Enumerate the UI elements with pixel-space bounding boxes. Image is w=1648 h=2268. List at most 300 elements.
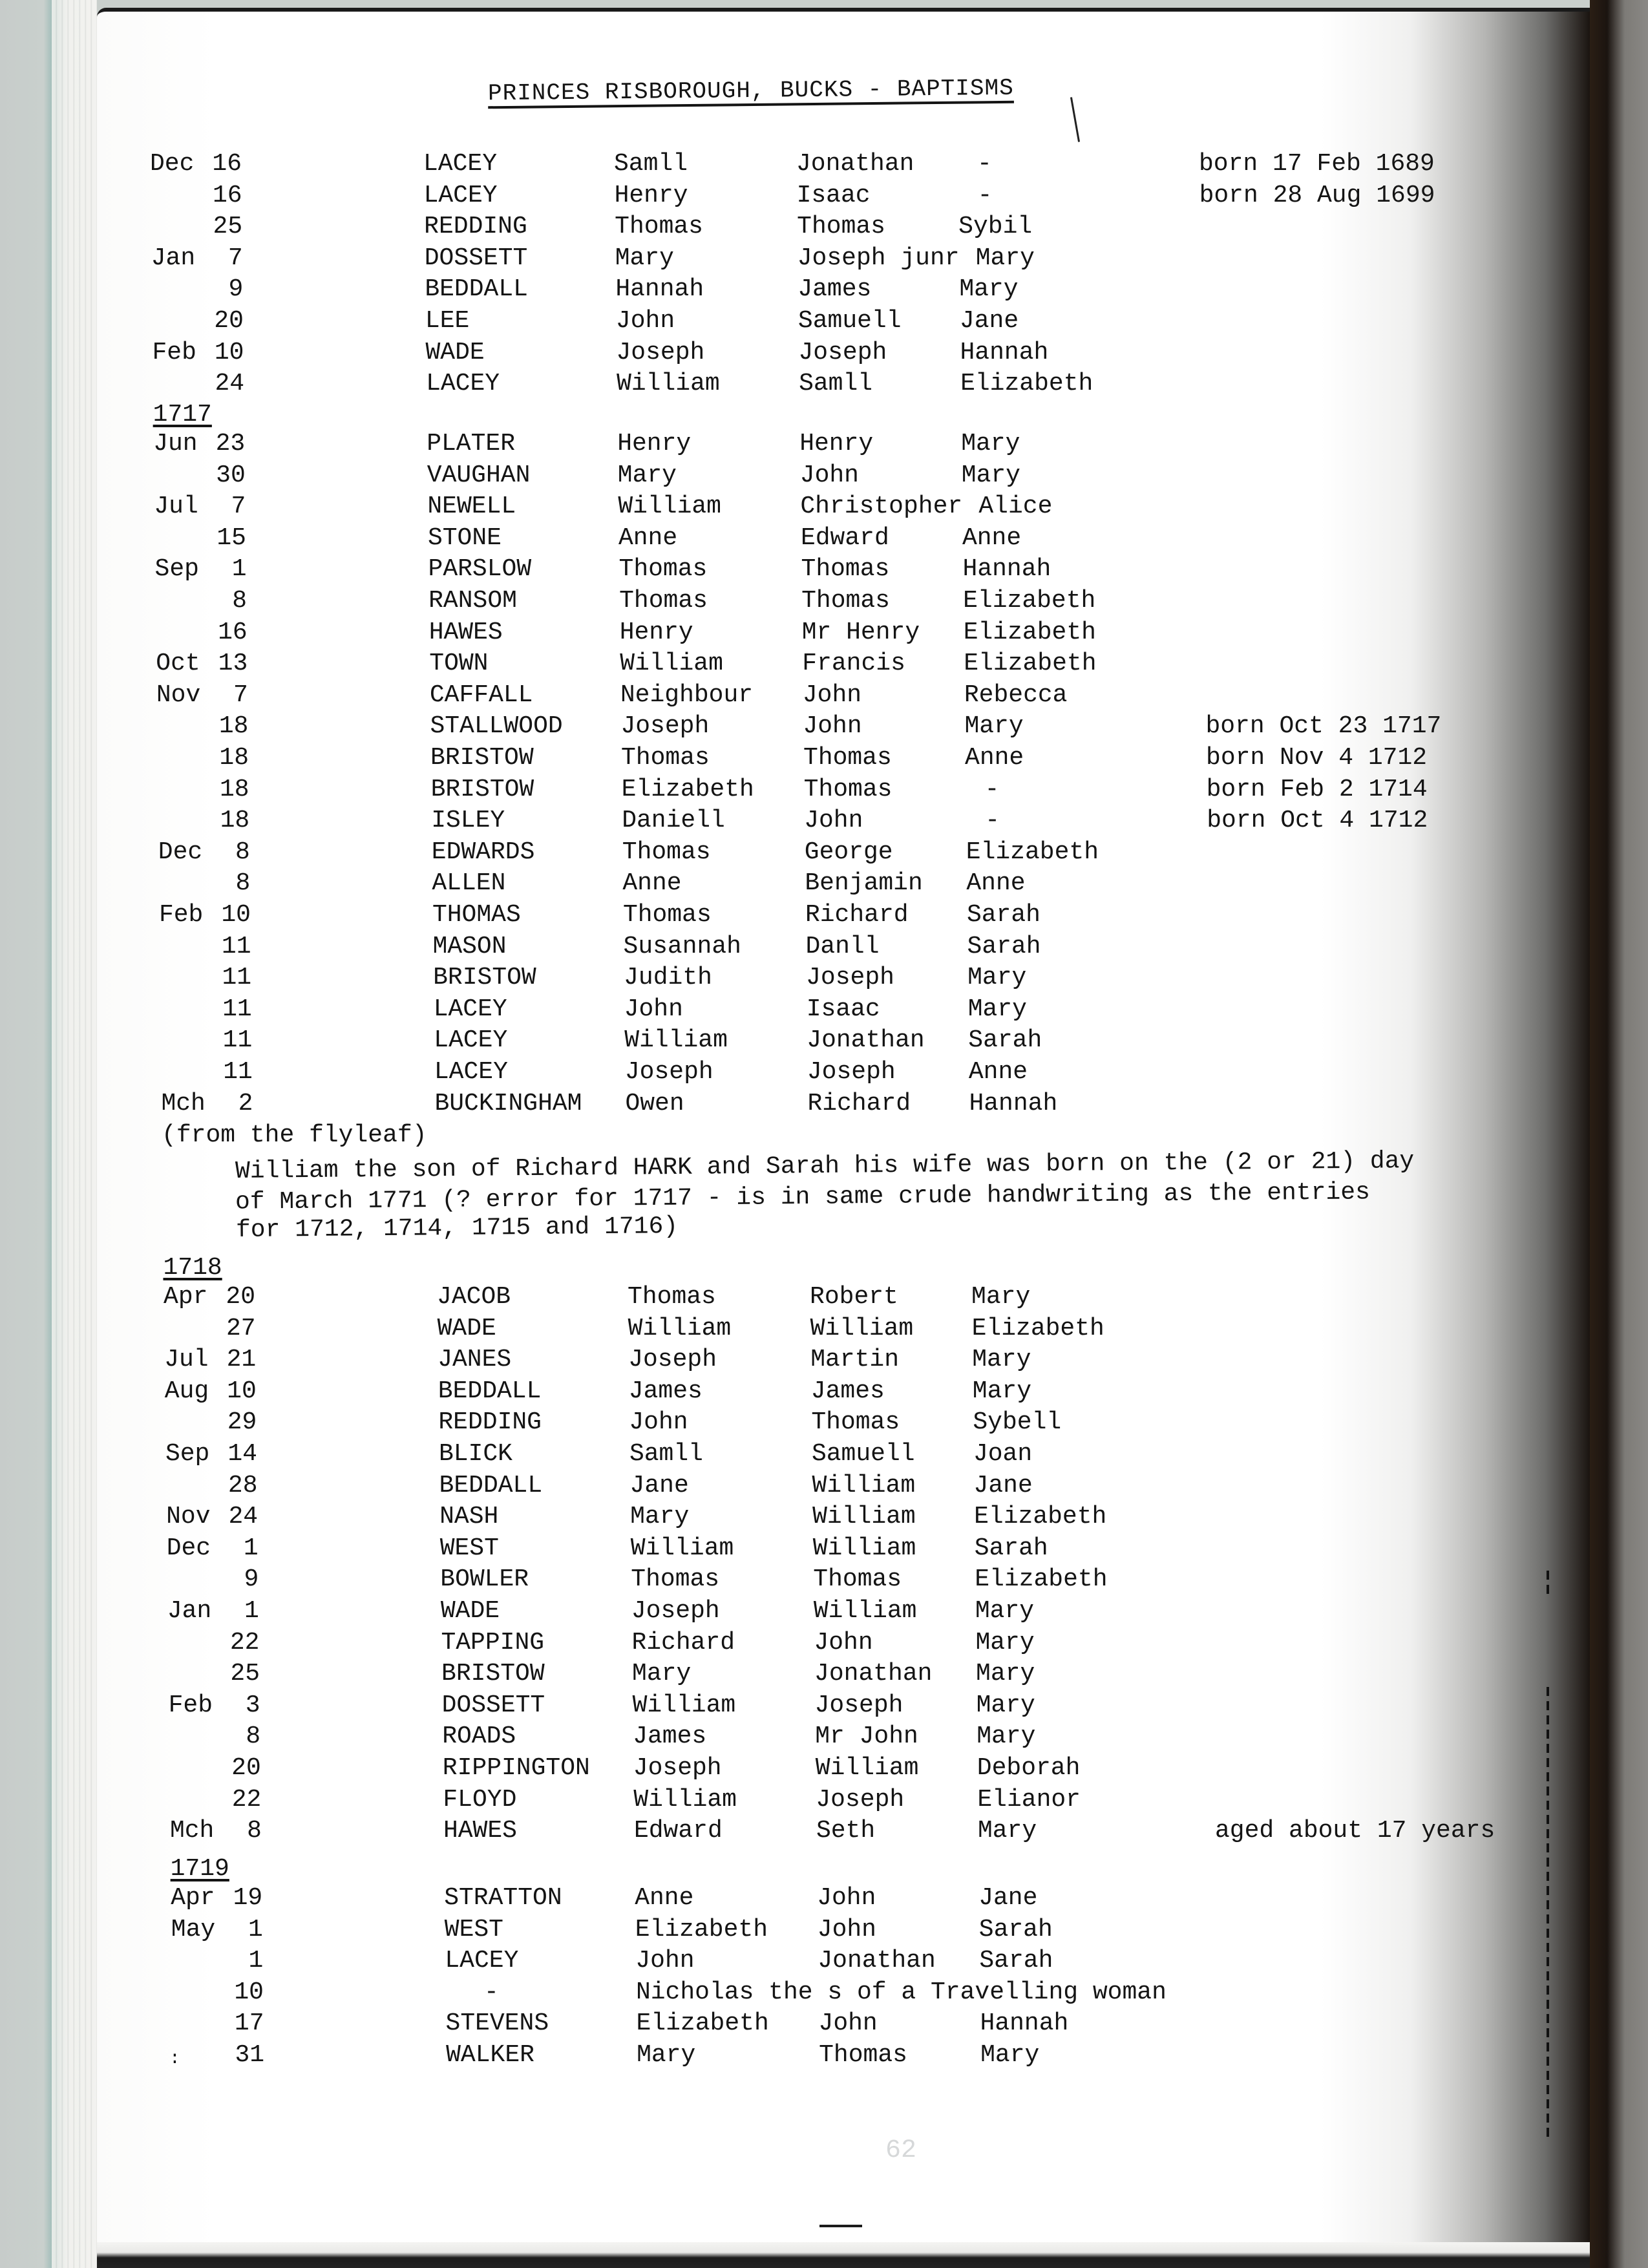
father-name: John [803, 712, 862, 741]
baptism-day: 22 [229, 1628, 260, 1657]
surname: STONE [427, 524, 502, 552]
mother-name: Elianor [977, 1785, 1081, 1814]
table-row [0, 213, 1551, 241]
child-name: Joseph [628, 1346, 717, 1374]
surname: LACEY [423, 150, 498, 178]
table-row [0, 339, 1551, 367]
baptism-day: 19 [233, 1884, 263, 1912]
father-name: Seth [816, 1817, 876, 1845]
child-name: Hannah [615, 275, 704, 304]
child-name: William [620, 650, 723, 678]
father-name: Robert [810, 1283, 898, 1311]
table-row [0, 587, 1551, 615]
baptism-month: Apr [164, 1283, 208, 1311]
mother-name: Mary [967, 964, 1027, 992]
father-name: William [813, 1597, 917, 1625]
father-name: Benjamin [805, 869, 923, 898]
baptism-month: Mch [169, 1817, 215, 1845]
table-row [0, 650, 1551, 678]
father-name: Richard [805, 901, 909, 929]
table-row [0, 1786, 1551, 1814]
child-name: Daniell [622, 807, 725, 835]
surname: FLOYD [443, 1785, 517, 1814]
baptism-day: 10 [234, 1978, 264, 2006]
mother-name: Mary [977, 1722, 1036, 1751]
mother-name: Jane [959, 307, 1019, 335]
mother-name: - [984, 775, 1000, 803]
father-name: Thomas [801, 587, 890, 615]
surname: ISLEY [431, 807, 505, 835]
baptism-day: 25 [213, 213, 243, 241]
mother-name: Hannah [962, 555, 1051, 584]
mother-name: Elizabeth [963, 618, 1096, 646]
father-name: Richard [807, 1089, 911, 1118]
baptism-day: 16 [212, 150, 242, 178]
surname: BUCKINGHAM [434, 1089, 582, 1118]
child-name: Thomas [621, 744, 710, 772]
surname: REDDING [424, 213, 527, 241]
father-name: Isaac [796, 181, 871, 209]
father-name: Thomas [801, 555, 890, 584]
baptism-day: 23 [215, 430, 246, 458]
baptism-day: 22 [231, 1785, 262, 1814]
father-name: Samll [799, 370, 873, 398]
father-name: William [812, 1503, 916, 1531]
mother-name: Mary [959, 275, 1019, 304]
father-name: Christopher [800, 493, 963, 521]
entry-note: born Oct 23 1717 [1205, 712, 1442, 741]
father-name: Mr John [815, 1722, 918, 1751]
table-row [0, 555, 1551, 584]
mother-name: Sarah [967, 932, 1041, 960]
flyleaf-heading: (from the flyleaf) [162, 1121, 427, 1149]
entry-note: aged about 17 years [1215, 1817, 1495, 1845]
table-row [0, 619, 1551, 647]
surname: ALLEN [432, 869, 506, 898]
year-heading: 1718 [163, 1254, 222, 1282]
father-name: Martin [810, 1346, 900, 1374]
baptism-day: 11 [223, 1058, 253, 1086]
father-name: Joseph [816, 1785, 905, 1814]
child-name: Joseph [631, 1597, 720, 1625]
father-name: Jonathan [807, 1026, 925, 1055]
margin-rule [1547, 1687, 1549, 2139]
surname: LEE [425, 307, 470, 335]
baptism-month: May [171, 1915, 216, 1944]
child-name: Jane [629, 1471, 689, 1500]
mother-name: Sarah [974, 1534, 1048, 1562]
mother-name: Mary [967, 995, 1027, 1023]
table-row [0, 807, 1551, 835]
mother-name: Elizabeth [971, 1314, 1104, 1342]
surname: BEDDALL [439, 1471, 543, 1500]
table-row [0, 681, 1551, 710]
table-row [0, 933, 1551, 961]
child-name: Thomas [619, 587, 708, 615]
table-row [0, 150, 1551, 178]
father-name: John [817, 1915, 876, 1944]
child-name: Mary [615, 244, 674, 272]
surname: THOMAS [432, 901, 521, 929]
baptism-day: 1 [248, 1915, 263, 1944]
book-gutter-right [1590, 0, 1648, 2268]
baptism-day: 18 [218, 712, 249, 741]
baptism-day: 8 [232, 587, 248, 615]
baptism-day: 8 [247, 1817, 262, 1845]
father-name: Isaac [806, 995, 880, 1023]
father-name: Joseph [807, 1058, 896, 1086]
entry-note: born Nov 4 1712 [1206, 744, 1428, 772]
baptism-month: Dec [158, 838, 203, 866]
baptism-month: Feb [158, 901, 204, 929]
entry-note: born Feb 2 1714 [1206, 775, 1428, 803]
surname: WADE [437, 1314, 496, 1342]
baptism-month: Dec [166, 1534, 211, 1562]
father-name: William [812, 1534, 916, 1562]
mother-name: Mary [977, 1817, 1037, 1845]
baptism-day: 3 [245, 1691, 260, 1719]
child-name: Joseph [616, 338, 705, 366]
table-row [0, 1629, 1551, 1657]
baptism-day: 16 [212, 181, 242, 209]
father-name: John [814, 1628, 873, 1657]
table-row [0, 1660, 1551, 1688]
mother-name: - [977, 150, 992, 178]
father-name: Samuell [811, 1440, 915, 1468]
mother-name: Mary [964, 712, 1024, 741]
child-name: Elizabeth [636, 2009, 769, 2038]
father-name: George [804, 838, 893, 866]
surname: VAUGHAN [427, 461, 531, 489]
table-row [0, 1472, 1551, 1500]
mother-name: Elizabeth [960, 370, 1093, 398]
baptism-day: 20 [226, 1283, 256, 1311]
child-name: Anne [622, 869, 682, 898]
mother-name: Joan [973, 1440, 1033, 1468]
baptism-day: 9 [228, 275, 244, 304]
baptism-day: 8 [246, 1722, 261, 1751]
surname: LACEY [426, 370, 500, 398]
baptism-day: 10 [214, 338, 244, 366]
table-row [0, 1947, 1551, 1975]
baptism-day: 17 [234, 2009, 264, 2038]
table-row [0, 869, 1551, 898]
surname: LACEY [434, 1058, 508, 1086]
table-row [0, 1597, 1551, 1626]
baptism-day: 9 [244, 1565, 259, 1594]
mother-name: Anne [966, 869, 1026, 898]
father-name: John [817, 1884, 876, 1912]
father-name: John [802, 681, 862, 709]
surname: BEDDALL [425, 275, 528, 304]
baptism-month: Jan [151, 244, 196, 272]
father-name: Joseph [798, 338, 887, 366]
father-name: Mr Henry [801, 618, 920, 646]
table-row [0, 1884, 1551, 1913]
mother-name: Mary [975, 1628, 1035, 1657]
page-bottom-edge [97, 2242, 1590, 2268]
baptism-month: Jun [153, 430, 198, 458]
table-row [0, 430, 1551, 458]
father-name: John [804, 807, 863, 835]
baptism-month: Aug [164, 1377, 209, 1405]
baptism-month: Mch [161, 1089, 206, 1118]
surname: BRISTOW [430, 775, 534, 803]
surname: BRISTOW [430, 744, 534, 772]
father-name: Jonathan [818, 1947, 936, 1975]
surname: LACEY [434, 1026, 508, 1055]
mother-name: Alice [978, 493, 1053, 521]
child-name: Henry [617, 430, 692, 458]
baptism-month: Sep [154, 555, 199, 584]
mother-name: Mary [975, 1597, 1035, 1625]
table-row [0, 182, 1551, 210]
entry-note: born Oct 4 1712 [1207, 807, 1428, 835]
child-name: Thomas [628, 1283, 716, 1311]
baptism-day: 13 [218, 650, 248, 678]
surname: EDWARDS [431, 838, 535, 866]
mother-name: Deborah [977, 1754, 1081, 1782]
surname: RIPPINGTON [442, 1754, 590, 1782]
baptism-day: 18 [219, 744, 249, 772]
baptism-day: 8 [235, 869, 251, 898]
child-name: John [624, 995, 683, 1023]
surname: LACEY [433, 995, 507, 1023]
mother-name: Hannah [960, 338, 1049, 366]
mother-name: Mary [972, 1346, 1031, 1374]
baptism-day: 18 [220, 807, 250, 835]
surname: RANSOM [428, 587, 517, 615]
surname: NEWELL [427, 493, 516, 521]
table-row [0, 1315, 1551, 1343]
father-name: John [818, 2009, 878, 2038]
child-name: John [615, 307, 675, 335]
father-name: James [810, 1377, 885, 1405]
baptism-day: 7 [233, 681, 248, 709]
child-name: James [633, 1722, 707, 1751]
father-name: Edward [800, 524, 889, 552]
surname: WADE [440, 1597, 500, 1625]
table-row [0, 1565, 1551, 1594]
baptism-month: Dec [150, 150, 195, 178]
table-row [0, 1817, 1551, 1845]
baptism-month: Apr [171, 1884, 215, 1912]
baptism-day: 11 [222, 995, 252, 1023]
father-name: Henry [799, 430, 874, 458]
child-name: William [630, 1534, 734, 1562]
page-number: 62 [885, 2136, 917, 2165]
mother-name: Elizabeth [966, 838, 1099, 866]
mother-name: Mary [971, 1283, 1031, 1311]
baptism-day: 1 [231, 555, 247, 584]
ink-mark: : [169, 2049, 180, 2069]
surname: WADE [425, 338, 485, 366]
baptism-month: Jul [154, 493, 198, 521]
table-row [0, 1754, 1551, 1783]
baptism-day: 1 [243, 1534, 259, 1562]
father-name: Thomas [803, 744, 892, 772]
child-name: William [632, 1691, 736, 1719]
father-name: Danll [805, 932, 880, 960]
mother-name: Anne [962, 524, 1022, 552]
child-name: Anne [618, 524, 678, 552]
entry-note: born 17 Feb 1689 [1199, 150, 1435, 178]
mother-name: Elizabeth [964, 650, 1097, 678]
child-name: Judith [624, 964, 712, 992]
table-row [0, 744, 1551, 772]
child-name: Edward [633, 1817, 723, 1845]
table-row [0, 1440, 1551, 1468]
table-row [0, 2041, 1551, 2070]
flyleaf-text-line: William the son of Richard HARK and Sarah his wife was born on the (2 or 21) day [235, 1147, 1415, 1185]
table-row [0, 524, 1551, 553]
flyleaf-text-line: of March 1771 (? error for 1717 - is in same crude handwriting as the entries [235, 1178, 1371, 1216]
mother-name: Hannah [969, 1089, 1058, 1118]
table-row [0, 370, 1551, 398]
child-name: William [628, 1314, 732, 1342]
child-name: William [633, 1785, 737, 1814]
table-row [0, 1503, 1551, 1531]
table-row [0, 244, 1551, 273]
surname: NASH [439, 1503, 499, 1531]
child-name: Elizabeth [621, 775, 754, 803]
table-row [0, 1916, 1551, 1944]
surname: WEST [444, 1915, 503, 1944]
father-name: James [798, 275, 872, 304]
child-name: Thomas [618, 555, 708, 584]
child-name: Thomas [622, 901, 712, 929]
father-name: Thomas [797, 213, 885, 241]
baptism-day: 10 [221, 901, 251, 929]
child-name: Samll [629, 1440, 703, 1468]
child-name: Susannah [623, 932, 741, 960]
father-name: Joseph [806, 964, 894, 992]
table-row [0, 1283, 1551, 1311]
surname: ROADS [442, 1722, 516, 1751]
table-row [0, 307, 1551, 335]
child-name: Mary [630, 1503, 690, 1531]
surname: DOSSETT [424, 244, 528, 272]
mother-name: Anne [965, 744, 1024, 772]
child-name: Henry [614, 181, 688, 209]
surname: BRISTOW [433, 964, 536, 992]
baptism-day: 25 [230, 1660, 260, 1688]
baptism-month: Jul [164, 1346, 209, 1374]
father-name: Samuell [798, 307, 902, 335]
table-row [0, 901, 1551, 929]
father-name: Jonathan [814, 1660, 933, 1688]
surname: PARSLOW [428, 555, 532, 584]
child-name: Thomas [615, 213, 703, 241]
baptism-day: 20 [231, 1754, 261, 1782]
mother-name: Mary [961, 430, 1020, 458]
child-name: Henry [619, 618, 693, 646]
mother-name: - [985, 807, 1000, 835]
baptism-day: 28 [227, 1471, 258, 1500]
child-name: Joseph [633, 1754, 722, 1782]
child-name: Mary [617, 461, 677, 489]
mother-name: Jane [973, 1471, 1033, 1500]
baptism-day: 7 [231, 493, 246, 521]
surname: TOWN [429, 650, 489, 678]
mother-name: Mary [976, 1660, 1035, 1688]
surname: WEST [439, 1534, 499, 1562]
mother-name: Mary [975, 244, 1035, 272]
baptism-month: Feb [152, 338, 196, 366]
baptism-day: 31 [235, 2041, 265, 2069]
surname: BEDDALL [438, 1377, 542, 1405]
child-name: Mary [632, 1660, 692, 1688]
baptism-day: 8 [235, 838, 250, 866]
surname: DOSSETT [441, 1691, 545, 1719]
child-name: John [635, 1947, 695, 1975]
father-name: Francis [802, 650, 905, 678]
child-name: Elizabeth [635, 1915, 768, 1944]
mother-name: Mary [961, 461, 1020, 489]
mother-name: Anne [968, 1058, 1028, 1086]
baptism-month: Nov [156, 681, 201, 709]
table-row [0, 838, 1551, 867]
mother-name: Hannah [980, 2009, 1069, 2038]
table-row [0, 776, 1551, 804]
child-name: William [624, 1026, 728, 1055]
table-row [0, 493, 1551, 521]
footer-rule [819, 2225, 862, 2227]
mother-name: - [977, 181, 993, 209]
mother-name: Sybell [973, 1408, 1062, 1437]
surname: MASON [432, 932, 507, 960]
surname: STEVENS [445, 2009, 549, 2038]
child-name: William [618, 493, 721, 521]
surname: CAFFALL [429, 681, 533, 709]
mother-name: Sarah [966, 901, 1041, 929]
baptism-day: 11 [221, 932, 251, 960]
surname: BOWLER [440, 1565, 529, 1594]
mother-name: Mary [976, 1691, 1035, 1719]
father-name: Thomas [803, 775, 893, 803]
surname: REDDING [438, 1408, 542, 1437]
father-name: John [799, 461, 859, 489]
baptism-day: 7 [227, 244, 243, 272]
surname: PLATER [427, 430, 516, 458]
child-name: William [617, 370, 720, 398]
mother-name: Mary [972, 1377, 1031, 1405]
mother-name: Sarah [978, 1915, 1053, 1944]
child-name: James [628, 1377, 703, 1405]
baptism-day: 1 [244, 1597, 259, 1625]
mother-name: Rebecca [964, 681, 1068, 709]
surname: - [483, 1978, 499, 2006]
father-name: Jonathan [796, 150, 914, 178]
baptism-day: 10 [227, 1377, 257, 1405]
table-row [0, 275, 1551, 304]
father-name: William [815, 1754, 919, 1782]
baptism-day: 11 [222, 964, 252, 992]
baptism-day: 16 [218, 618, 248, 646]
mother-name: Mary [980, 2041, 1040, 2069]
flyleaf-text-line: for 1712, 1714, 1715 and 1716) [235, 1213, 679, 1244]
surname: JANES [438, 1346, 512, 1374]
year-heading: 1719 [170, 1855, 229, 1883]
child-name: Mary [637, 2041, 696, 2069]
child-name: Anne [635, 1884, 694, 1912]
mother-name: Sybil [958, 213, 1033, 241]
father-name: Joseph [814, 1691, 903, 1719]
child-name: John [629, 1408, 688, 1437]
surname: STRATTON [444, 1884, 562, 1912]
father-name: Joseph junr [797, 244, 960, 272]
table-row [0, 1534, 1551, 1563]
